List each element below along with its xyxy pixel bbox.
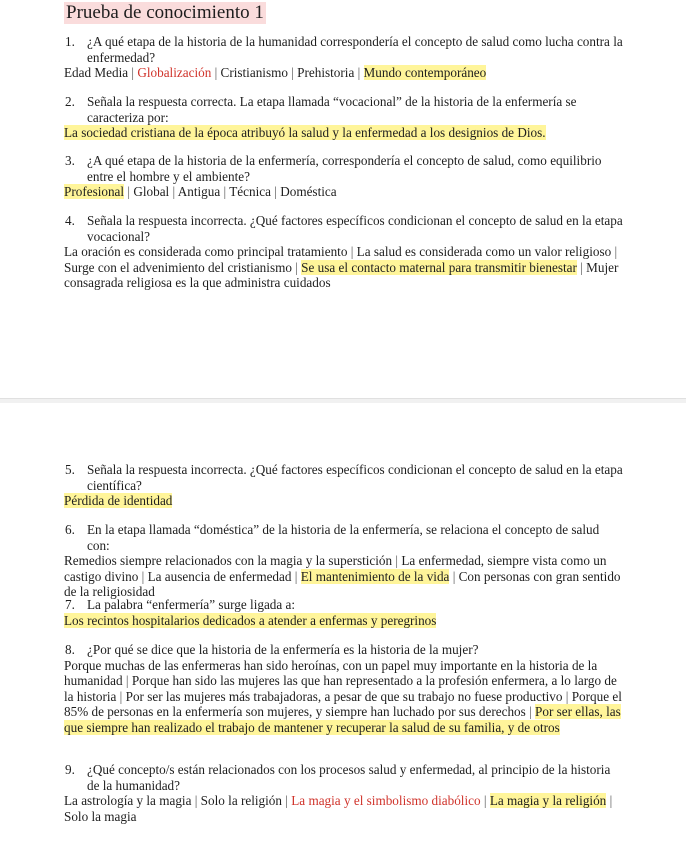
question-9: [65, 762, 625, 824]
question-number: 9.: [65, 762, 75, 777]
question-number: 2.: [65, 94, 75, 109]
option: Cristianismo: [220, 65, 288, 81]
answer-highlighted: Los recintos hospitalarios dedicados a atender a enfermas y peregrinos: [64, 612, 437, 628]
option-highlighted: Mundo contemporáneo: [363, 65, 487, 81]
option-highlighted: La magia y la religión: [489, 793, 607, 809]
option: La ausencia de enfermedad: [147, 568, 292, 584]
option: Con personas con gran sentido de la religiosidad: [64, 568, 621, 600]
option: La astrología y la magia: [64, 793, 192, 809]
page-break: [0, 398, 686, 403]
question-6: [65, 522, 625, 600]
question-8: [65, 642, 625, 736]
option: Técnica: [229, 184, 271, 200]
question-number: 7.: [65, 597, 75, 612]
question-2: [65, 94, 625, 141]
document-page-1: [0, 0, 686, 400]
option: Solo la magia: [64, 808, 137, 824]
question-number: 8.: [65, 642, 75, 657]
question-3: [65, 153, 625, 200]
question-text: Señala la respuesta incorrecta. ¿Qué factores específicos condicionan el concepto de salud en la etapa vocacional?: [87, 213, 623, 244]
question-number: 6.: [65, 522, 75, 537]
option-marked-wrong: La magia y el simbolismo diabólico: [291, 793, 481, 809]
option: Antigua: [177, 184, 221, 200]
answer-options: Remedios siempre relacionados con la magia y la superstición | La enfermedad, siempre vista como un castigo divino | La ausencia de enfermedad | El mantenimiento de la vida | Con personas con gran sentido de la religiosidad: [64, 553, 621, 600]
question-5: [65, 462, 625, 509]
question-text: Señala la respuesta incorrecta. ¿Qué factores específicos condicionan el concepto de salud en la etapa científica?: [87, 462, 623, 493]
option: Porque han sido las mujeres las que han representado a la profesión enfermera, a lo largo de la historia: [64, 673, 617, 704]
option: Prehistoria: [297, 65, 355, 81]
answer-options: La astrología y la magia | Solo la religión | La magia y el simbolismo diabólico | La magia y la religión | Solo la magia: [64, 793, 613, 824]
answer-options: Edad Media | Globalización | Cristianismo | Prehistoria | Mundo contemporáneo: [64, 65, 487, 81]
option: Doméstica: [280, 184, 337, 200]
option: La enfermedad, siempre vista como un castigo divino: [64, 553, 607, 584]
option-highlighted: Se usa el contacto maternal para transmitir bienestar: [301, 259, 577, 275]
option-highlighted: Por ser ellas, las que siempre han realizado el trabajo de mantener y recuperar la salud de su familia, y de otros: [64, 704, 621, 735]
option: Solo la religión: [200, 793, 282, 809]
question-1: [65, 34, 625, 81]
answer-highlighted: Pérdida de identidad: [64, 493, 173, 509]
option: La salud es considerada como un valor religioso: [356, 244, 612, 260]
option: La oración es considerada como principal tratamiento: [64, 244, 348, 260]
option: Por ser las mujeres más trabajadoras, a pesar de que su trabajo no fuese productivo: [125, 688, 563, 704]
document-title: Prueba de conocimiento 1: [66, 2, 264, 23]
option-highlighted: Profesional: [64, 184, 125, 200]
answer-highlighted: La sociedad cristiana de la época atribuyó la salud y la enfermedad a los designios de Dios.: [64, 125, 546, 141]
option: Porque muchas de las enfermeras han sido heroínas, con un papel muy importante en la historia de la humanidad: [64, 657, 598, 689]
question-7: [65, 597, 625, 628]
question-text: En la etapa llamada “doméstica” de la historia de la enfermería, se relaciona el concepto de salud con:: [87, 522, 600, 553]
option: Remedios siempre relacionados con la magia y la superstición: [64, 553, 393, 569]
question-text: Señala la respuesta correcta. La etapa llamada “vocacional” de la historia de la enfermería se caracteriza por:: [87, 94, 577, 125]
document-page-2: [0, 404, 686, 848]
question-text: La palabra “enfermería” surge ligada a:: [87, 597, 296, 612]
question-text: ¿A qué etapa de la historia de la enfermería, correspondería el concepto de salud, como equilibrio entre el hombre y el ambiente?: [87, 153, 602, 184]
question-4: [65, 213, 625, 291]
answer-options: La oración es considerada como principal tratamiento | La salud es considerada como un valor religioso | Surge con el advenimiento del cristianismo | Se usa el contacto maternal para transmitir bienestar | Mujer consagrada religiosa es la que administra cuidados: [64, 244, 619, 291]
question-number: 3.: [65, 153, 75, 168]
answer-options: Porque muchas de las enfermeras han sido heroínas, con un papel muy importante en la historia de la humanidad | Porque han sido las mujeres las que han representado a la profesión enfermera, a lo largo de la historia | Por ser las mujeres más trabajadoras, a pesar de que su trabajo no fuese productivo | Porque el 85% de personas en la enfermería son mujeres, y siempre han luchado por sus derechos | Por ser ellas, las que siempre han realizado el trabajo de mantener y recuperar la salud de su familia, y de otros: [64, 657, 622, 735]
answer-options: Profesional | Global | Antigua | Técnica | Doméstica: [64, 184, 337, 200]
question-number: 4.: [65, 213, 75, 228]
option-highlighted: El mantenimiento de la vida: [300, 568, 450, 584]
option: Global: [133, 184, 170, 200]
question-number: 1.: [65, 34, 75, 49]
question-text: ¿Por qué se dice que la historia de la enfermería es la historia de la mujer?: [87, 642, 479, 657]
option: Surge con el advenimiento del cristianismo: [64, 259, 292, 275]
option: Mujer consagrada religiosa es la que administra cuidados: [64, 259, 619, 291]
option-marked-wrong: Globalización: [137, 65, 212, 81]
question-number: 5.: [65, 462, 75, 477]
question-text: ¿Qué concepto/s están relacionados con los procesos salud y enfermedad, al principio de la historia de la humanidad?: [87, 762, 611, 793]
option: Porque el 85% de personas en la enfermería son mujeres, y siempre han luchado por sus derechos: [64, 688, 622, 720]
option: Edad Media: [64, 65, 129, 81]
question-text: ¿A qué etapa de la historia de la humanidad correspondería el concepto de salud como lucha contra la enfermedad?: [87, 34, 623, 65]
